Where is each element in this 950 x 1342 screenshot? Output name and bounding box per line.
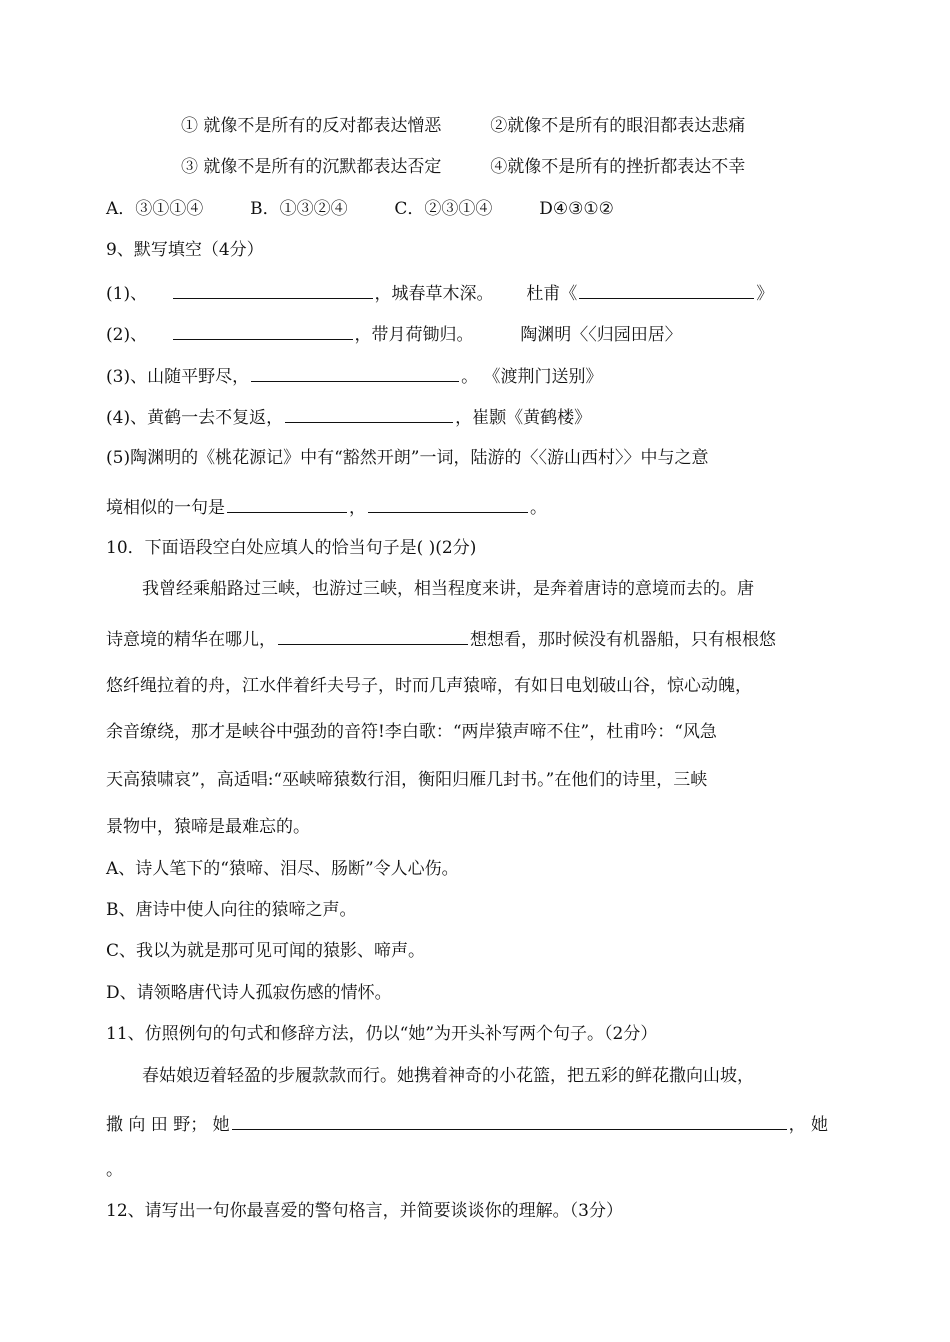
q10-title: 10．下面语段空白处应填人的恰当句子是( )(2分) <box>106 538 477 558</box>
q9-line-2: (2)、 ，带月荷锄归。 陶渊明〈〈归园田居〉 <box>106 321 850 347</box>
q11-blank-1[interactable] <box>232 1111 787 1130</box>
q9-line-1: (1)、 ，城春草木深。 杜甫《 》 <box>106 280 850 306</box>
q9-title: 9、默写填空（4分） <box>106 240 264 260</box>
q8-option-a: A．③①①④ <box>106 199 204 219</box>
q8-row-1 <box>181 114 850 138</box>
q9-blank-1-title[interactable] <box>579 280 754 299</box>
q8-options <box>106 197 850 221</box>
q9-line-5b: 境相似的一句是 ， 。 <box>106 494 850 520</box>
q12-title: 12、请写出一句你最喜爱的警句格言，并简要谈谈你的理解。（3分） <box>106 1201 623 1221</box>
q9-line-3: (3)、山随平野尽， 。 《渡荆门送别》 <box>106 363 850 389</box>
q9-blank-2[interactable] <box>173 321 353 340</box>
q10-option-b: B、唐诗中使人向往的猿啼之声。 <box>106 900 357 920</box>
q8-item-2: ②就像不是所有的眼泪都表达悲痛 <box>490 116 746 136</box>
q8-option-b: B．①③②④ <box>250 199 348 219</box>
q8-option-c: C．②③①④ <box>394 199 493 219</box>
q10-option-c: C、我以为就是那可见可闻的猿影、啼声。 <box>106 941 426 961</box>
q9-line-5: (5)陶渊明的《桃花源记》中有“豁然开朗”一词，陆游的〈〈游山西村〉〉中与之意 <box>106 448 709 468</box>
q10-option-a: A、诗人笔下的“猿啼、泪尽、肠断”令人心伤。 <box>106 859 459 879</box>
q10-para-6: 景物中，猿啼是最难忘的。 <box>106 817 310 837</box>
q11-answer-line: 撒 向 田 野； 她 ， 她 <box>106 1111 850 1137</box>
q9-line-4: (4)、黄鹤一去不复返， ，崔颢《黄鹤楼》 <box>106 404 850 430</box>
q8-item-3: ③ 就像不是所有的沉默都表达否定 <box>181 157 442 177</box>
q9-blank-3[interactable] <box>251 363 459 382</box>
q9-blank-5a[interactable] <box>227 494 347 513</box>
q8-row-2 <box>181 155 850 179</box>
q8-option-d: D④③①② <box>539 199 614 219</box>
q10-para-2: 诗意境的精华在哪儿， 想想看，那时候没有机器船，只有根根悠 <box>106 626 850 652</box>
q11-title: 11、仿照例句的句式和修辞方法，仍以“她”为开头补写两个句子。（2分） <box>106 1024 658 1044</box>
q11-example: 春姑娘迈着轻盈的步履款款而行。她携着神奇的小花篮，把五彩的鲜花撒向山坡， <box>142 1066 754 1086</box>
q11-end: 。 <box>106 1160 123 1180</box>
q10-para-4: 余音缭绕，那才是峡谷中强劲的音符!李白歌：“两岸猿声啼不住”，杜甫吟：“风急 <box>106 722 717 742</box>
q10-para-5: 天高猿啸哀”，高适唱:“巫峡啼猿数行泪，衡阳归雁几封书。”在他们的诗里，三峡 <box>106 770 708 790</box>
q10-para-3: 悠纤绳拉着的舟，江水伴着纤夫号子，时而几声猿啼，有如日电划破山谷，惊心动魄， <box>106 676 752 696</box>
q9-blank-5b[interactable] <box>368 494 528 513</box>
q10-blank[interactable] <box>278 626 468 645</box>
q10-para-1: 我曾经乘船路过三峡，也游过三峡，相当程度来讲，是奔着唐诗的意境而去的。唐 <box>142 579 754 599</box>
q10-option-d: D、请领略唐代诗人孤寂伤感的情怀。 <box>106 983 392 1003</box>
q8-item-1: ① 就像不是所有的反对都表达憎恶 <box>181 116 442 136</box>
q9-blank-4[interactable] <box>285 404 453 423</box>
q8-item-4: ④就像不是所有的挫折都表达不幸 <box>490 157 746 177</box>
q9-blank-1[interactable] <box>173 280 373 299</box>
